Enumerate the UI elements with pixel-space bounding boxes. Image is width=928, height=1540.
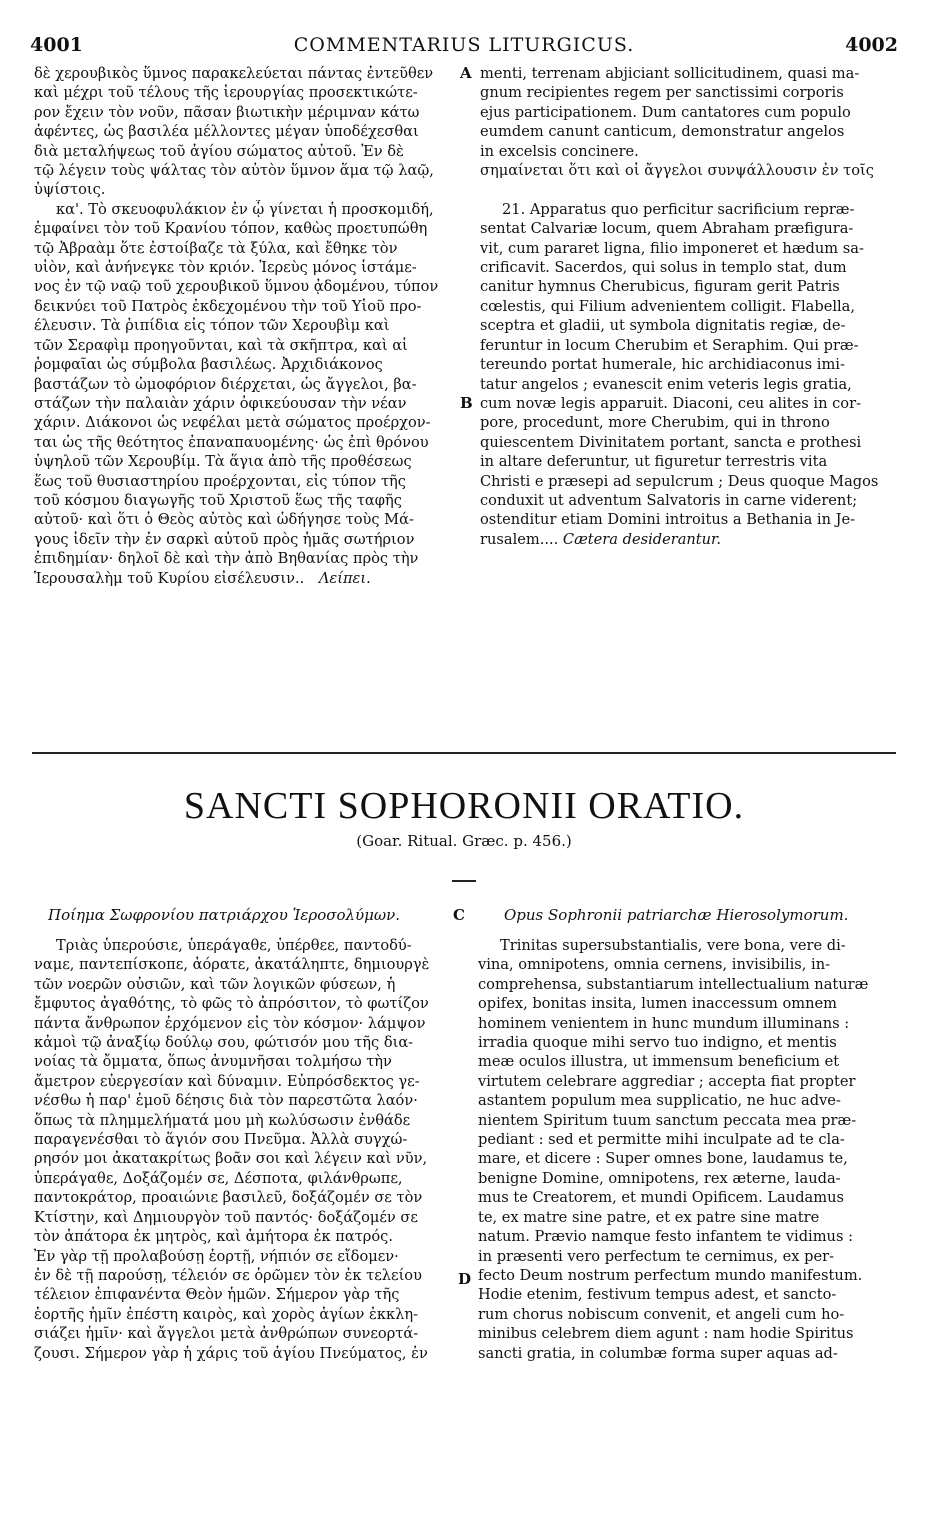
- text-line: διὰ μεταλήψεως τοῦ ἁγίου σώματος αὐτοῦ. Ἐν δὲ: [34, 142, 404, 160]
- text-line: Ἐν γὰρ τῇ προλαβούσῃ ἑορτῇ, νήπιόν σε εἴδομεν·: [34, 1247, 399, 1265]
- text-line: ὑψίστοις.: [34, 181, 106, 199]
- greek-heading: Ποίημα Σωφρονίου πατριάρχου Ἱεροσολύμων.: [48, 906, 401, 924]
- text-fragment: rusalem....: [480, 530, 563, 548]
- text-line: ζουσι. Σήμερον γὰρ ἡ χάρις τοῦ ἁγίου Πνεύματος, ἐν: [34, 1344, 428, 1362]
- text-line: ρον ἔχειν τὸν νοῦν, πᾶσαν βιωτικὴν μέριμναν κάτω: [34, 103, 420, 121]
- text-line: τέλειον ἐπιφανέντα Θεὸν ἡμῶν. Σήμερον γὰρ τῆς: [34, 1286, 400, 1304]
- text-line: ται ὡς τῆς θεότητος ἐπαναπαυομένης· ὡς ἐπὶ θρόνου: [34, 433, 429, 451]
- text-line: ejus participationem. Dum cantatores cum populo: [480, 103, 851, 121]
- text-line: ἐπιδημίαν· δηλοῖ δὲ καὶ τὴν ἀπὸ Βηθανίας πρὸς τὴν: [34, 550, 419, 568]
- text-line: Ἱερουσαλὴμ τοῦ Κυρίου εἰσέλευσιν.. Λείπει.: [34, 569, 371, 587]
- greek-column-bottom: [34, 936, 454, 1363]
- text-line: sceptra et gladii, ut symbola dignitatis regiæ, de-: [480, 317, 846, 335]
- text-line: comprehensa, substantiarum intellectualium naturæ: [478, 975, 869, 993]
- text-line: Trinitas supersubstantialis, vere bona, vere di-: [500, 937, 846, 954]
- text-line: κα'. Τὸ σκευοφυλάκιον ἐν ᾧ γίνεται ἡ προσκομιδή,: [56, 200, 434, 218]
- text-line: τοῦ κόσμου διαγωγῆς τοῦ Χριστοῦ ἕως τῆς ταφῆς: [34, 491, 402, 509]
- short-divider: [452, 880, 476, 882]
- text-line: ἔμφυτος ἀγαθότης, τὸ φῶς τὸ ἀπρόσιτον, τὸ φωτίζον: [34, 995, 429, 1013]
- text-line: νέσθω ἡ παρ' ἐμοῦ δέησις διὰ τὸν παρεστῶτα λαόν·: [34, 1092, 418, 1110]
- text-line: hominem venientem in hunc mundum illuminans :: [478, 1014, 850, 1032]
- text-line: pore, procedunt, more Cherubim, qui in throno: [480, 414, 830, 432]
- text-line: σιάζει ἡμῖν· καὶ ἄγγελοι μετὰ ἀνθρώπων συνεορτά-: [34, 1325, 419, 1343]
- text-line: natum. Prævio namque festo infantem te vidimus :: [478, 1228, 853, 1246]
- text-line: υἱὸν, καὶ ἀνήνεγκε τὸν κριόν. Ἱερεὺς μόνος ἱστάμε-: [34, 259, 417, 277]
- section-title: SANCTI SOPHORONII ORATIO.: [183, 785, 745, 827]
- text-line: ἕως τοῦ θυσιαστηρίου προέρχονται, εἰς τύπον τῆς: [34, 472, 406, 490]
- text-line: quiescentem Divinitatem portant, sancta e prothesi: [480, 433, 862, 451]
- text-line: sancti gratia, in columbæ forma super aquas ad-: [478, 1344, 838, 1362]
- text-line: mare, et dicere : Super omnes bone, laudamus te,: [478, 1150, 848, 1168]
- text-line: minibus celebrem diem agunt : nam hodie Spiritus: [478, 1325, 854, 1343]
- page-number-right: 4002: [845, 34, 898, 56]
- text-line: τὸν ἀπάτορα ἐκ μητρὸς, καὶ ἀμήτορα ἐκ πατρός.: [34, 1228, 393, 1246]
- text-line: feruntur in locum Cherubim et Seraphim. Qui præ-: [480, 336, 859, 354]
- margin-marker-c: C: [453, 906, 465, 924]
- latin-heading: Opus Sophronii patriarchæ Hierosolymorum.: [504, 906, 849, 924]
- text-line: τῷ Ἀβραὰμ ὅτε ἐστοίβαζε τὰ ξύλα, καὶ ἔθηκε τὸν: [34, 239, 398, 257]
- text-line: te, ex matre sine patre, et ex patre sine matre: [478, 1208, 820, 1226]
- text-line: καὶ μέχρι τοῦ τέλους τῆς ἱερουργίας προσεκτικώτε-: [34, 84, 418, 102]
- text-line: fecto Deum nostrum perfectum mundo manifestum.: [478, 1266, 863, 1284]
- text-line: έλευσιν. Τὰ ῥιπίδια εἰς τόπον τῶν Χερουβὶμ καὶ: [34, 317, 390, 335]
- text-line: Κτίστην, καὶ Δημιουργὸν τοῦ παντός· δοξάζομέν σε: [34, 1208, 418, 1226]
- margin-marker-a: A: [460, 64, 472, 82]
- running-title: COMMENTARIUS LITURGICUS.: [293, 34, 635, 56]
- text-line: vit, cum pararet ligna, filio imponeret et hædum sa-: [480, 239, 864, 257]
- text-line: Christi e præsepi ad sepulcrum ; Deus quoque Magos: [480, 472, 879, 490]
- text-line: sentat Calvariæ locum, quem Abraham præfigura-: [480, 220, 854, 238]
- text-line: tereundo portat humerale, hic archidiaconus imi-: [480, 356, 845, 374]
- text-line: παραγενέσθαι τὸ ἅγιόν σου Πνεῦμα. Ἀλλὰ συγχώ-: [34, 1131, 408, 1149]
- text-line: eumdem canunt canticum, demonstratur angelos: [480, 123, 845, 141]
- text-line: vina, omnipotens, omnia cernens, invisibilis, in-: [478, 956, 831, 974]
- latin-column-bottom: [478, 936, 896, 1363]
- text-line: rum chorus nobiscum convenit, et angeli cum ho-: [478, 1305, 845, 1323]
- text-line: βαστάζων τὸ ὠμοφόριον διέρχεται, ὡς ἄγγελοι, βα-: [34, 375, 417, 393]
- text-line: τῶν Σεραφὶμ προηγοῦνται, καὶ τὰ σκῆπτρα, καὶ αἱ: [34, 336, 408, 354]
- text-line: menti, terrenam abjiciant sollicitudinem, quasi ma-: [480, 65, 860, 82]
- text-line: benigne Domine, omnipotens, rex æterne, lauda-: [478, 1169, 841, 1187]
- text-line: τῶν νοερῶν οὐσιῶν, καὶ τῶν λογικῶν φύσεων, ἡ: [34, 975, 396, 993]
- text-line: gnum recipientes regem per sanctissimi corporis: [480, 84, 844, 102]
- page-header: [30, 34, 898, 60]
- text-line: νος ἐν τῷ ναῷ τοῦ χερουβικοῦ ὕμνου ᾀδομένου, τύπον: [34, 278, 439, 296]
- text-line: πάντα ἄνθρωπον ἐρχόμενον εἰς τὸν κόσμον· λάμψον: [34, 1014, 426, 1032]
- text-line: στάζων τὴν παλαιὰν χάριν ὀφικεύουσαν τὴν νέαν: [34, 394, 407, 412]
- text-line: ναμε, παντεπίσκοπε, ἀόρατε, ἀκατάληπτε, δημιουργὲ: [34, 956, 430, 974]
- text-line: tatur angelos ; evanescit enim veteris legis gratia,: [480, 375, 852, 393]
- text-line: σημαίνεται ὅτι καὶ οἱ ἄγγελοι συνψάλλουσιν ἐν τοῖς: [480, 162, 874, 180]
- section-source: (Goar. Ritual. Græc. p. 456.): [356, 832, 572, 850]
- greek-column-top: [34, 64, 454, 588]
- text-line: pediant : sed et permitte mihi inculpate ad te cla-: [478, 1131, 845, 1149]
- section-divider: [32, 752, 896, 754]
- text-line: in præsenti vero perfectum te cernimus, ex per-: [478, 1247, 835, 1265]
- margin-marker-d: D: [458, 1270, 472, 1288]
- text-line: παντοκράτορ, προαιώνιε βασιλεῦ, δοξάζομέν σε τὸν: [34, 1189, 423, 1207]
- text-line: ὅπως τὰ πλημμελήματά μου μὴ κωλύσωσιν ἐνθάδε: [34, 1111, 411, 1129]
- text-line: ἀφέντες, ὡς βασιλέα μέλλοντες μέγαν ὑποδέχεσθαι: [34, 123, 419, 141]
- text-line: Τριὰς ὑπερούσιε, ὑπεράγαθε, ὑπέρθεε, παντοδύ-: [56, 937, 412, 954]
- text-line: τῷ λέγειν τοὺς ψάλτας τὸν αὐτὸν ὕμνον ἅμα τῷ λαῷ,: [34, 162, 434, 180]
- lacuna-note: Cætera desiderantur.: [562, 530, 722, 548]
- text-line: ρησόν μοι ἀκατακρίτως βοᾶν σοι καὶ λέγειν καὶ νῦν,: [34, 1150, 428, 1168]
- text-line: ὑψηλοῦ τῶν Χερουβίμ. Τὰ ἅγια ἀπὸ τῆς προθέσεως: [34, 453, 412, 471]
- text-line: astantem populum mea supplicatio, ne huc adve-: [478, 1092, 841, 1110]
- text-line: κἀμοὶ τῷ ἀναξίῳ δούλῳ σου, φώτισόν μου τῆς δια-: [34, 1034, 414, 1052]
- text-line: ἑορτῆς ἡμῖν ἐπέστη καιρὸς, καὶ χορὸς ἁγίων ἐκκλη-: [34, 1305, 419, 1323]
- text-line: cœlestis, qui Filium advenientem colligit. Flabella,: [480, 297, 856, 315]
- text-line: mus te Creatorem, et mundi Opificem. Laudamus: [478, 1189, 844, 1207]
- text-line: αὐτοῦ· καὶ ὅτι ὁ Θεὸς αὐτὸς καὶ ὡδήγησε τοὺς Μά-: [34, 511, 414, 529]
- text-line: in excelsis concinere.: [480, 142, 639, 160]
- text-line: ostenditur etiam Domini introitus a Bethania in Je-: [480, 511, 856, 529]
- text-line: irradia quoque mihi servo tuo indigno, et mentis: [478, 1034, 837, 1052]
- text-line: virtutem celebrare aggrediar ; accepta fiat propter: [478, 1072, 856, 1090]
- margin-marker-b: B: [460, 394, 473, 412]
- text-line: γους ἰδεῖν τὴν ἐν σαρκὶ αὐτοῦ πρὸς ἡμᾶς σωτήριον: [34, 530, 415, 548]
- text-line: canitur hymnus Cherubicus, figuram gerit Patris: [480, 278, 840, 296]
- text-line: in altare deferuntur, ut figuretur terrestris vita: [480, 453, 828, 471]
- latin-column-top: [480, 64, 895, 549]
- text-line: ἄμετρον εὐεργεσίαν καὶ δύναμιν. Εὐπρόσδεκτος γε-: [34, 1072, 420, 1090]
- text-line: conduxit ut adventum Salvatoris in carne viderent;: [480, 491, 858, 509]
- text-line: opifex, bonitas insita, lumen inaccessum omnem: [478, 995, 837, 1013]
- text-line: χάριν. Διάκονοι ὡς νεφέλαι μετὰ σώματος προέρχον-: [34, 414, 431, 432]
- text-line: crificavit. Sacerdos, qui solus in templo stat, dum: [480, 259, 847, 277]
- text-line: νοίας τὰ ὄμματα, ὅπως ἀνυμνῆσαι τολμήσω τὴν: [34, 1053, 392, 1071]
- page-number-left: 4001: [30, 34, 83, 56]
- text-line: [480, 180, 895, 199]
- lacuna-note: Λείπει.: [304, 569, 371, 587]
- text-line: ῥομφαῖαι ὡς σύμβολα βασιλέως. Ἀρχιδιάκονος: [34, 356, 383, 374]
- text-line: Hodie etenim, festivum tempus adest, et sancto-: [478, 1286, 837, 1304]
- text-line: δὲ χερουβικὸς ὕμνος παρακελεύεται πάντας ἐντεῦθεν: [34, 65, 434, 82]
- text-line: δεικνύει τοῦ Πατρὸς ἐκδεχομένου τὴν τοῦ Υἱοῦ προ-: [34, 297, 422, 315]
- text-line: nientem Spiritum tuum sanctum peccata mea præ-: [478, 1111, 857, 1129]
- text-line: ἐν δὲ τῇ παρούσῃ, τέλειόν σε ὁρῶμεν τὸν ἐκ τελείου: [34, 1266, 422, 1284]
- text-line: ὑπεράγαθε, Δοξάζομέν σε, Δέσποτα, φιλάνθρωπε,: [34, 1169, 403, 1187]
- text-line: cum novæ legis apparuit. Diaconi, ceu alites in cor-: [480, 394, 862, 412]
- text-line: 21. Apparatus quo perficitur sacrificium repræ-: [502, 200, 855, 218]
- text-line: [480, 530, 895, 549]
- text-line: ἐμφαίνει τὸν τοῦ Κρανίου τόπον, καθὼς προετυπώθη: [34, 220, 428, 238]
- text-line: meæ oculos illustra, ut immensum beneficium et: [478, 1053, 840, 1071]
